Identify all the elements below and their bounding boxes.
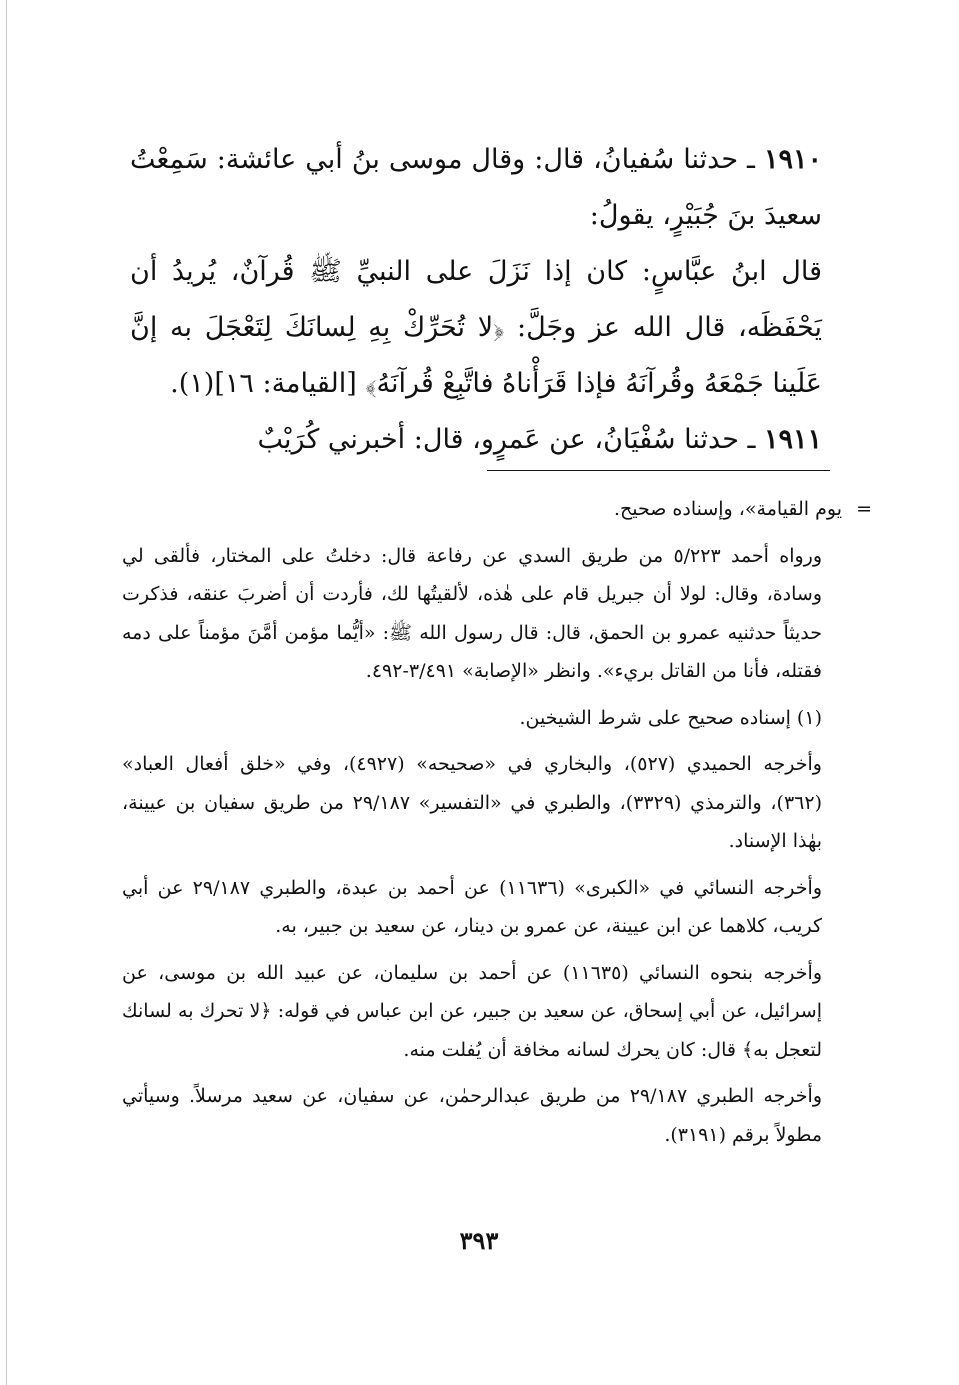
footnotes-block: [122, 490, 872, 1162]
footnote-1: (١) إسناده صحيح على شرط الشيخين.: [519, 706, 822, 729]
scan-edge-line: [6, 0, 7, 1385]
footnote-separator: [487, 470, 830, 471]
footnote-paragraph: وأخرجه الحميدي (٥٢٧)، والبخاري في «صحيحه» (٤٩٢٧)، وفي «خلق أفعال العباد» (٣٦٢)، والترمذي (٣٣٢٩)، والطبري في «التفسير» ٢٩/١٨٧ من طريق سفيان بن عيينة، بهٰذا الإسناد.: [122, 753, 822, 852]
page-number: ٣٩٣: [459, 1226, 499, 1255]
hadith-1910: [130, 132, 842, 244]
footnote-paragraph: وأخرجه الطبري ٢٩/١٨٧ من طريق عبدالرحمٰن، عن سفيان، عن سعيد مرسلاً. وسيأتي مطولاً برقم (٣١٩١).: [122, 1085, 822, 1146]
footnote-text: يوم القيامة»، وإسناده صحيح.: [613, 498, 842, 520]
main-text-block: [130, 132, 842, 468]
hadith-text: ـ حدثنا سُفْيَانُ، عن عَمرٍو، قال: أخبرني كُرَيْبٌ: [257, 424, 756, 455]
hadith-1910-body: قال ابنُ عبَّاسٍ: كان إذا نَزَلَ على النبيِّ ﷺ قُرآنٌ، يُريدُ أن يَحْفَظَه، قال الله عز وجَلَّ: ﴿لا تُحَرِّكْ بِهِ لِسانَكَ لِتَعْجَلَ به إنَّ عَلَينا جَمْعَهُ وقُرآنَهُ فإذا قَرَأْناهُ فاتَّبِعْ قُرآنَهُ﴾ [القيامة: ١٦](١).: [130, 256, 822, 399]
continuation-mark: =: [856, 498, 872, 520]
footnote-paragraph: وأخرجه النسائي في «الكبرى» (١١٦٣٦) عن أحمد بن عبدة، والطبري ٢٩/١٨٧ عن أبي كريب، كلاهما عن ابن عيينة، عن عمرو بن دينار، عن سعيد بن جبير، به.: [122, 876, 822, 937]
footnote-paragraph: وأخرجه بنحوه النسائي (١١٦٣٥) عن أحمد بن سليمان، عن عبيد الله بن موسى، عن إسرائيل، عن أبي إسحاق، عن سعيد بن جبير، عن ابن عباس في قوله: ﴿لا تحرك به لسانك لتعجل به﴾ قال: كان يحرك لسانه مخافة أن يُفلت منه.: [122, 961, 822, 1061]
footnote-paragraph: ورواه أحمد ٥/٢٢٣ من طريق السدي عن رفاعة قال: دخلتُ على المختار، فألقى لي وسادة، وقال: لولا أن جبريل قام على هٰذه، لألقيتُها لك، فأردت أن أضربَ عنقه، فذكرت حديثاً حدثنيه عمرو بن الحمق، قال: قال رسول الله ﷺ: «أيُّما مؤمن أمَّنَ مؤمناً على دمه فقتله، فأنا من القاتل بريء». وانظر «الإصابة» ٣/٤٩١-٤٩٢.: [122, 544, 823, 682]
hadith-number: ١٩١٠: [763, 144, 822, 175]
footnote-continuation: [122, 490, 872, 529]
hadith-1911: [130, 412, 842, 468]
hadith-number: ١٩١١: [763, 424, 822, 455]
hadith-text: ـ حدثنا سُفيانُ، قال: وقال موسى بنُ أبي عائشة: سَمِعْتُ سعيدَ بنَ جُبَيْرٍ، يقولُ:: [130, 144, 822, 231]
